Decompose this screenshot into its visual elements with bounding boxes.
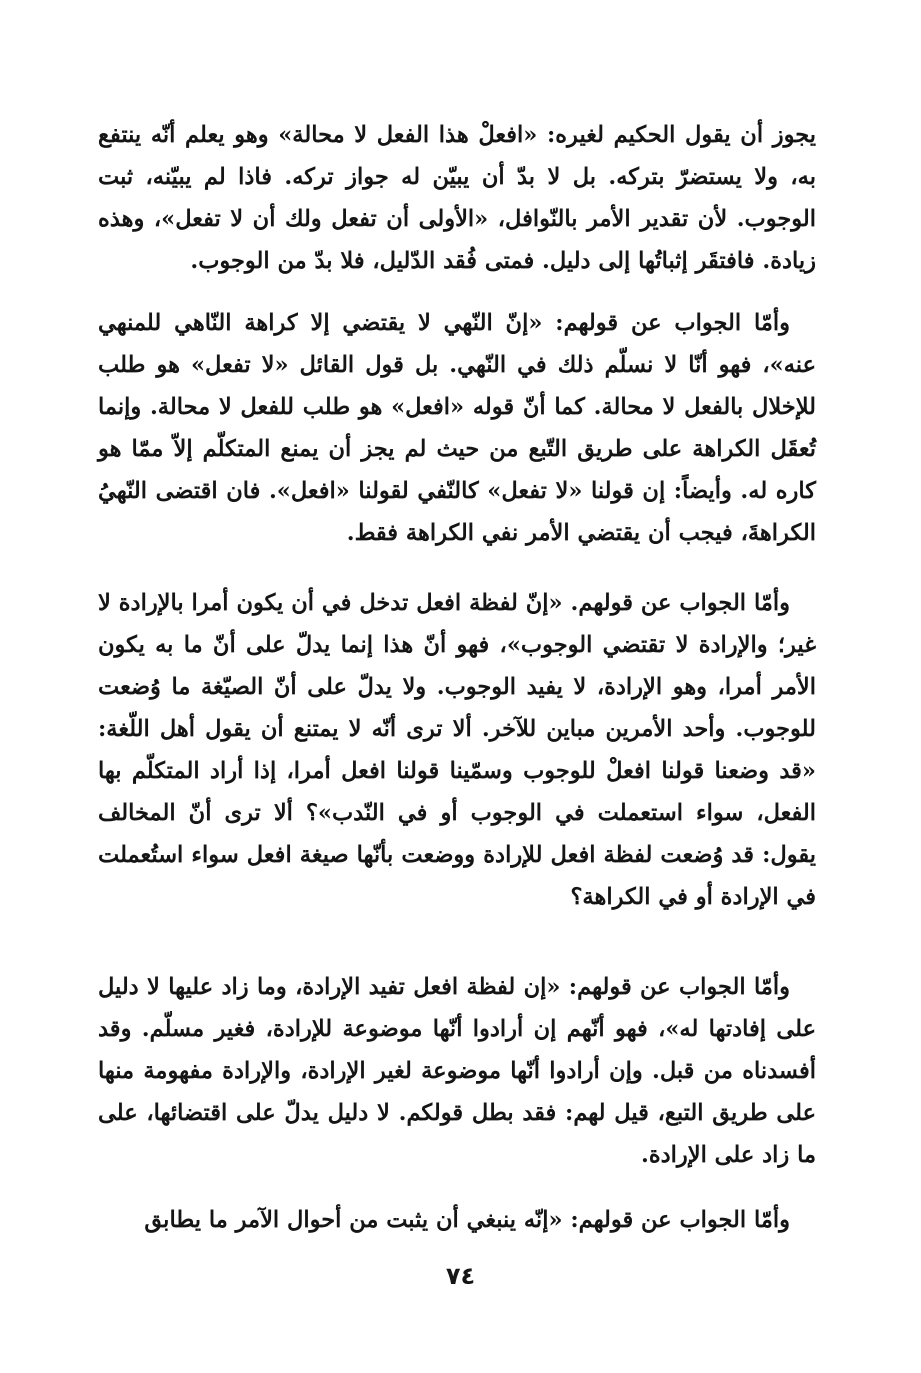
page-number: ٧٤ (445, 1262, 476, 1290)
paragraph-5 (98, 1199, 816, 1241)
paragraph-text: وأمّا الجواب عن قولهم. «إنّ لفظة افعل تدخل في أن يكون أمرا بالإرادة لا غير؛ والإرادة لا تقتضي الوجوب»، فهو أنّ هذا إنما يدلّ على أنّ ما به يكون الأمر أمرا، وهو الإرادة، لا يفيد الوجوب. ولا يدلّ على أنّ الصيّغة ما وُضعت للوجوب. وأحد الأمرين مباين للآخر. ألا ترى أنّه لا يمتنع أن يقول أهل اللّغة: «قد وضعنا قولنا افعلْ للوجوب وسمّينا قولنا افعل أمرا، إذا أراد المتكلّم بها الفعل، سواء استعملت في الوجوب أو في النّدب»؟ ألا ترى أنّ المخالف يقول: قد وُضعت لفظة افعل للإرادة ووضعت بأنّها صيغة افعل سواء استُعملت في الإرادة أو في الكراهة؟ (98, 590, 816, 910)
paragraph-1 (98, 114, 816, 282)
paragraph-text: يجوز أن يقول الحكيم لغيره: «افعلْ هذا الفعل لا محالة» وهو يعلم أنّه ينتفع به، ولا يستضرّ بتركه. بل لا بدّ أن يبيّن له جواز تركه. فاذا لم يبيّنه، ثبت الوجوب. لأن تقدير الأمر بالنّوافل، «الأولى أن تفعل ولك أن لا تفعل»، وهذه زيادة. فافتقَر إثباتُها إلى دليل. فمتى فُقد الدّليل، فلا بدّ من الوجوب. (98, 122, 816, 274)
paragraph-4 (98, 966, 816, 1176)
paragraph-text: وأمّا الجواب عن قولهم: «إن لفظة افعل تفيد الإرادة، وما زاد عليها لا دليل على إفادتها له»، فهو أنّهم إن أرادوا أنّها موضوعة للإرادة، فغير مسلّم. وقد أفسدناه من قبل. وإن أرادوا أنّها موضوعة لغير الإرادة، والإرادة مفهومة منها على طريق التبع، قيل لهم: فقد بطل قولكم. لا دليل يدلّ على اقتضائها، على ما زاد على الإرادة. (98, 974, 816, 1168)
paragraph-2 (98, 302, 816, 554)
paragraph-3 (98, 582, 816, 918)
paragraph-text: وأمّا الجواب عن قولهم: «إنّ النّهي لا يقتضي إلا كراهة النّاهي للمنهي عنه»، فهو أنّا لا نسلّم ذلك في النّهي. بل قول القائل «لا تفعل» هو طلب للإخلال بالفعل لا محالة. كما أنّ قوله «افعل» هو طلب للفعل لا محالة. وإنما تُعقَل الكراهة على طريق التّبع من حيث لم يجز أن يمنع المتكلّم إلاّ ممّا هو كاره له. وأيضاً: إن قولنا «لا تفعل» كالنّفي لقولنا «افعل». فان اقتضى النّهيُ الكراهةَ، فيجب أن يقتضي الأمر نفي الكراهة فقط. (98, 310, 816, 546)
paragraph-text: وأمّا الجواب عن قولهم: «إنّه ينبغي أن يثبت من أحوال الآمر ما يطابق (144, 1207, 790, 1233)
